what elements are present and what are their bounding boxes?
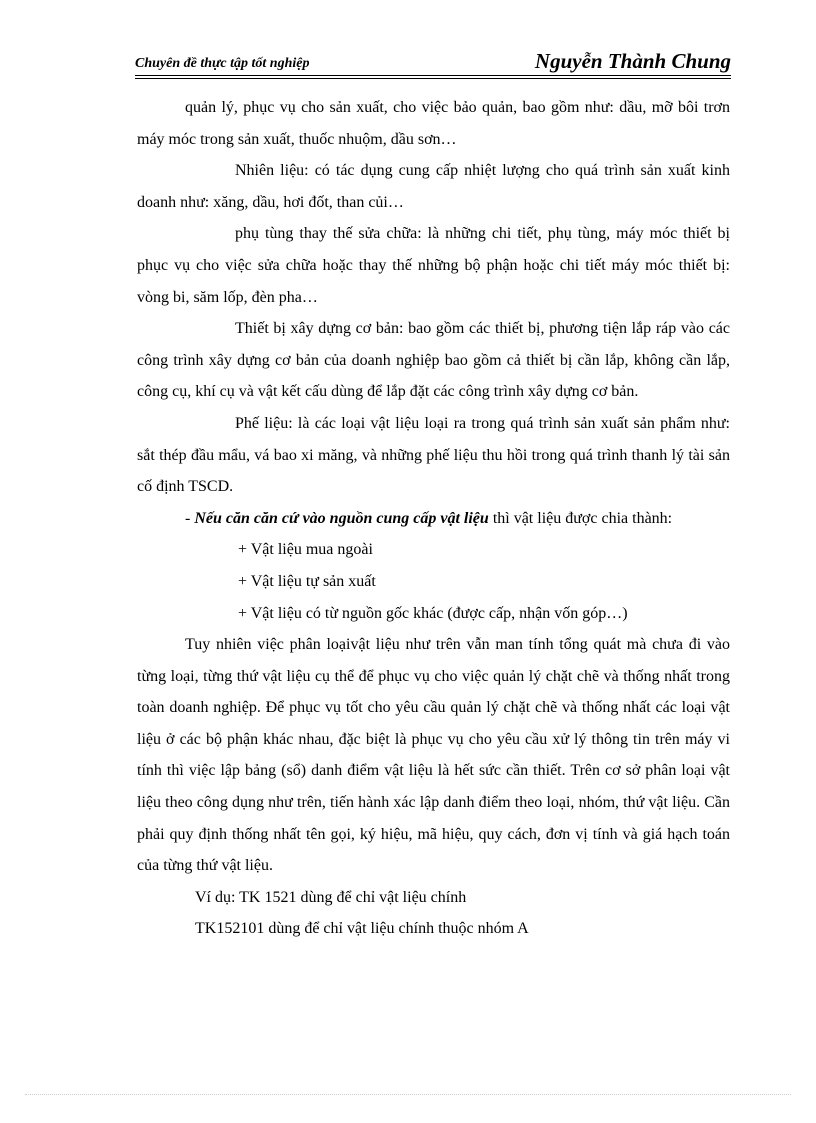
paragraph-material-catalog: Tuy nhiên việc phân loạivật liệu như trên vẫn man tính tổng quát mà chưa đi vào từng loại, từng thứ vật liệu cụ thể để phục vụ cho việc quản lý chặt chẽ và thống nhất trong toàn doanh nghiệp. Để phục vụ tốt cho yêu cầu quản lý chặt chẽ và thống nhất các loại vật liệu ở các bộ phận khác nhau, đặc biệt là phục vụ cho yêu cầu xử lý thông tin trên máy vi tính thì việc lập bảng (sổ) danh điểm vật liệu là hết sức cần thiết. Trên cơ sở phân loại vật liệu theo công dụng như trên, tiến hành xác lập danh điểm theo loại, nhóm, thứ vật liệu. Cần phải quy định thống nhất tên gọi, ký hiệu, mã hiệu, quy cách, đơn vị tính và giá hạch toán của từng thứ vật liệu.	[137, 636, 730, 875]
document-body	[137, 92, 730, 945]
paragraph-construction-equipment: Thiết bị xây dựng cơ bản: bao gồm các thiết bị, phương tiện lắp ráp vào các công trình xây dựng cơ bản của doanh nghiệp bao gồm cả thiết bị cần lắp, không cần lắp, công cụ, khí cụ và vật kết cấu dùng để lắp đặt các công trình xây dựng cơ bản.	[137, 320, 730, 401]
paragraph-auxiliary-materials: quản lý, phục vụ cho sản xuất, cho việc bảo quản, bao gồm như: dầu, mỡ bôi trơn máy móc trong sản xuất, thuốc nhuộm, dầu sơn…	[137, 99, 730, 148]
page-header	[135, 48, 731, 74]
list-item: + Vật liệu tự sản xuất	[238, 572, 376, 590]
paragraph-scrap: Phế liệu: là các loại vật liệu loại ra trong quá trình sản xuất sản phẩm như: sắt thép đầu mẩu, vá bao xi măng, và những phế liệu thu hồi trong quá trình thanh lý tài sản cố định TSCD.	[137, 414, 730, 496]
list-item: + Vật liệu mua ngoài	[238, 541, 373, 559]
paragraph-classification-by-source	[137, 503, 730, 535]
paragraph-spare-parts: phụ tùng thay thế sửa chữa: là những chi tiết, phụ tùng, máy móc thiết bị phục vụ cho việc sửa chữa hoặc thay thế những bộ phận hoặc chi tiết máy móc thiết bị: vòng bi, săm lốp, đèn pha…	[137, 225, 730, 306]
paragraph-dash: -	[185, 509, 195, 527]
list-item: + Vật liệu có từ nguồn gốc khác (được cấp, nhận vốn góp…)	[238, 604, 628, 622]
emphasis-source-criteria: Nếu căn căn cứ vào nguồn cung cấp vật liệu	[194, 509, 489, 527]
header-document-title: Chuyên đề thực tập tốt nghiệp	[135, 56, 310, 71]
header-rule	[135, 75, 731, 79]
paragraph-fuel: Nhiên liệu: có tác dụng cung cấp nhiệt lượng cho quá trình sản xuất kinh doanh như: xăng, dầu, hơi đốt, than củi…	[137, 162, 730, 211]
paragraph-example: Ví dụ: TK 1521 dùng để chỉ vật liệu chính	[195, 888, 467, 906]
header-author-name: Nguyễn Thành Chung	[534, 49, 731, 73]
footer-rule	[25, 1094, 791, 1095]
paragraph-example-group: TK152101 dùng để chỉ vật liệu chính thuộc nhóm A	[195, 920, 529, 938]
paragraph-classification-rest: thì vật liệu được chia thành:	[488, 509, 673, 527]
